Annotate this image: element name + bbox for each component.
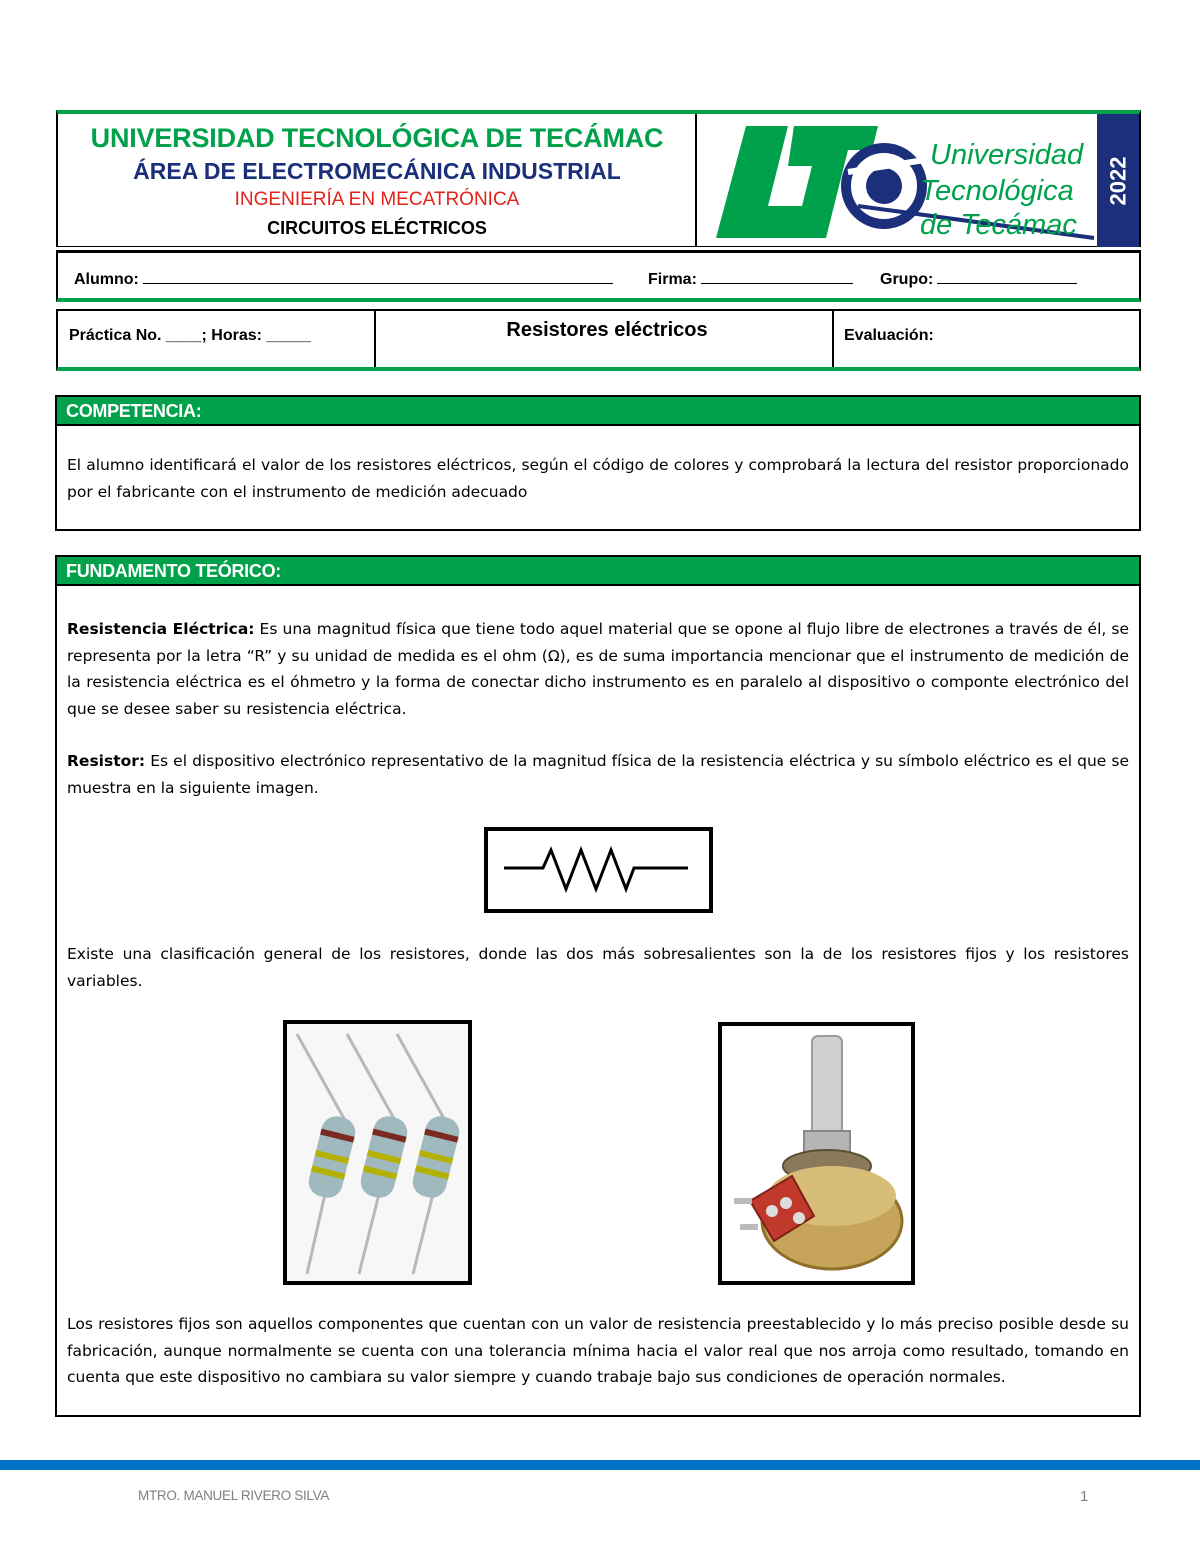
fixed-resistors-image bbox=[287, 1024, 468, 1281]
career-name: INGENIERÍA EN MECATRÓNICA bbox=[234, 189, 520, 210]
resistencia-text: Es una magnitud física que tiene todo aquel material que se opone al flujo libre de electrones a través de él, se representa por la letra “R” y su unidad de medida es el ohm (Ω), es de suma importancia mencionar que el instrumento de medición de la resistencia eléctrica es el óhmetro y la forma de conectar dicho instrumento es en paralelo al dispositivo o componte electrónico del que se desee saber su resistencia eléctrica. bbox=[67, 620, 1129, 718]
fixed-resistors-photo bbox=[283, 1020, 472, 1285]
competencia-heading: COMPETENCIA: bbox=[57, 397, 1139, 426]
resistencia-term: Resistencia Eléctrica: bbox=[67, 620, 255, 638]
practice-field[interactable]: Práctica No. ____; Horas: _____ bbox=[69, 327, 311, 344]
student-info-row bbox=[56, 250, 1141, 302]
ut-logo-mark bbox=[716, 126, 878, 238]
potentiometer-image bbox=[722, 1026, 911, 1281]
logo-core bbox=[866, 168, 902, 204]
fundamento-body bbox=[57, 586, 1139, 801]
header-divider bbox=[695, 114, 697, 247]
fundamento-section bbox=[55, 555, 1141, 1417]
group-label: Grupo: bbox=[880, 271, 934, 288]
practice-info-row bbox=[56, 309, 1141, 371]
university-name: UNIVERSIDAD TECNOLÓGICA DE TECÁMAC bbox=[90, 123, 664, 153]
logo-line-1: Universidad bbox=[930, 139, 1084, 171]
group-blank[interactable] bbox=[937, 268, 1077, 284]
student-field[interactable] bbox=[74, 268, 613, 289]
header-title-block bbox=[56, 110, 1141, 247]
resistor-paragraph bbox=[67, 748, 1129, 801]
signature-field[interactable] bbox=[648, 268, 853, 289]
resistor-symbol-icon bbox=[488, 831, 709, 909]
competencia-section bbox=[55, 395, 1141, 531]
year-band bbox=[1097, 114, 1139, 247]
student-blank[interactable] bbox=[143, 268, 613, 284]
area-name: ÁREA DE ELECTROMECÁNICA INDUSTRIAL bbox=[133, 158, 621, 184]
practice-divider-2 bbox=[832, 311, 834, 367]
signature-blank[interactable] bbox=[701, 268, 853, 284]
logo-line-2: Tecnológica bbox=[920, 175, 1074, 207]
group-field[interactable] bbox=[880, 268, 1077, 289]
resistor-text: Es el dispositivo electrónico representativo de la magnitud física de la resistencia eléctrica y su símbolo eléctrico es el que se muestra en la siguiente imagen. bbox=[67, 752, 1129, 797]
practice-divider-1 bbox=[374, 311, 376, 367]
year-label: 2022 bbox=[1105, 156, 1131, 205]
student-label: Alumno: bbox=[74, 271, 139, 288]
resistor-bodies bbox=[306, 1113, 463, 1201]
resistor-term: Resistor: bbox=[67, 752, 146, 770]
potentiometer-photo bbox=[718, 1022, 915, 1285]
classification-paragraph: Existe una clasificación general de los resistores, donde las dos más sobresalientes son la de los resistores fijos y los resistores variables. bbox=[67, 945, 1129, 990]
fundamento-heading: FUNDAMENTO TEÓRICO: bbox=[57, 557, 1139, 586]
classification-block bbox=[57, 941, 1139, 994]
signature-label: Firma: bbox=[648, 271, 697, 288]
logo-line-3: de Tecámac bbox=[920, 209, 1077, 241]
course-name: CIRCUITOS ELÉCTRICOS bbox=[267, 218, 487, 238]
fixed-resistors-paragraph: Los resistores fijos son aquellos componentes que cuentan con un valor de resistencia preestablecido y lo más preciso posible desde su fabricación, aunque normalmente se cuenta con una tolerancia mínima hacia el valor real que nos arroja como resultado, tomando en cuenta que este dispositivo no cambiara su valor siempre y cuando trabaje bajo sus condiciones de operación normales. bbox=[67, 1315, 1129, 1386]
fixed-resistors-block bbox=[57, 1311, 1139, 1391]
resistor-symbol-figure bbox=[484, 827, 713, 913]
competencia-body bbox=[57, 426, 1139, 505]
footer-author: MTRO. MANUEL RIVERO SILVA bbox=[138, 1488, 330, 1503]
footer-band bbox=[0, 1460, 1200, 1470]
potentiometer-shaft bbox=[812, 1036, 842, 1136]
practice-title: Resistores eléctricos bbox=[506, 319, 708, 341]
university-logo bbox=[708, 120, 1098, 244]
page-number: 1 bbox=[1080, 1488, 1089, 1505]
institution-text bbox=[58, 120, 696, 242]
resistencia-paragraph bbox=[67, 616, 1129, 722]
evaluation-field[interactable]: Evaluación: bbox=[844, 327, 934, 344]
competencia-text: El alumno identificará el valor de los resistores eléctricos, según el código de colores y comprobará la lectura del resistor proporcionado por el fabricante con el instrumento de medición adecuado bbox=[67, 456, 1129, 501]
document-header bbox=[56, 110, 1141, 371]
